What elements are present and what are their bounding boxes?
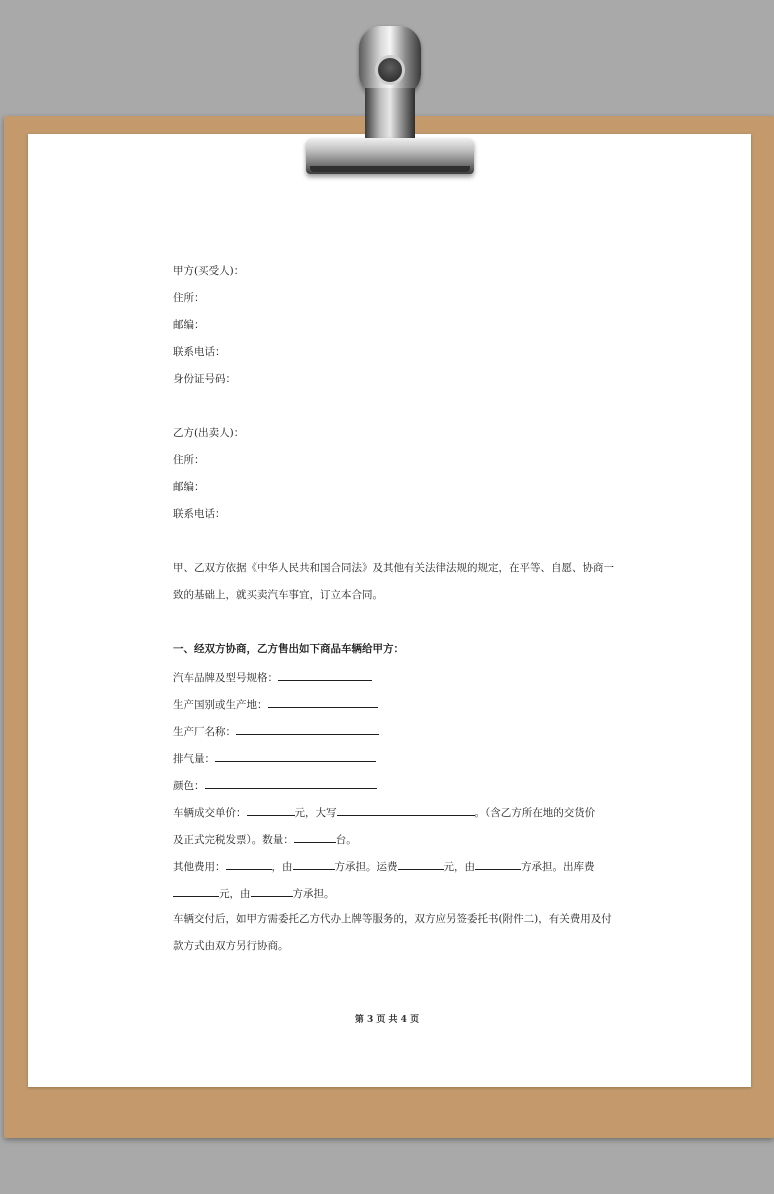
party-a-postcode: 邮编：	[173, 319, 205, 331]
party-b-title: 乙方(出卖人)：	[173, 427, 245, 439]
delivery-line-1: 车辆交付后，如甲方需委托乙方代办上牌等服务的，双方应另签委托书(附件二)，有关费用及付	[173, 913, 612, 925]
displacement-row	[173, 750, 376, 766]
color-row	[173, 777, 377, 793]
party-a-title: 甲方(买受人)：	[173, 265, 245, 277]
other-fees-by: ，由	[271, 861, 293, 873]
other-fees-label: 其他费用：	[173, 861, 226, 873]
color-label: 颜色：	[173, 780, 205, 792]
quantity-unit: 台。	[335, 834, 357, 846]
maker-label: 生产厂名称：	[173, 726, 236, 738]
party-a-address: 住所：	[173, 292, 205, 304]
price-words-blank	[337, 804, 475, 816]
price-unit: 元，大写	[294, 807, 337, 819]
maker-blank	[236, 723, 379, 735]
outbound-fee-blank	[173, 885, 219, 897]
party-b-postcode: 邮编：	[173, 481, 205, 493]
party-b-phone: 联系电话：	[173, 508, 226, 520]
quantity-blank	[294, 831, 336, 843]
clip-base-edge	[310, 166, 470, 172]
price-row-2	[173, 831, 357, 847]
section-1-heading: 一、经双方协商，乙方售出如下商品车辆给甲方：	[173, 643, 404, 655]
brand-label: 汽车品牌及型号规格：	[173, 672, 278, 684]
other-fees-party-blank	[293, 858, 335, 870]
other-fees-blank	[226, 858, 272, 870]
price-blank	[247, 804, 295, 816]
freight-blank	[398, 858, 444, 870]
origin-label: 生产国别或生产地：	[173, 699, 268, 711]
intro-line-1: 甲、乙双方依据《中华人民共和国合同法》及其他有关法律法规的规定，在平等、自愿、协商一	[173, 562, 614, 574]
party-a-phone: 联系电话：	[173, 346, 226, 358]
outbound-fee-tail: 方承担。	[292, 888, 335, 900]
brand-blank	[278, 669, 372, 681]
freight-party-blank	[475, 858, 521, 870]
intro-line-2: 致的基础上，就买卖汽车事宜，订立本合同。	[173, 589, 383, 601]
party-a-id-number: 身份证号码：	[173, 373, 236, 385]
outbound-fee-by: 元，由	[219, 888, 251, 900]
brand-row	[173, 669, 372, 685]
origin-blank	[268, 696, 378, 708]
other-fees-row	[173, 858, 595, 874]
other-fees-row-2	[173, 885, 335, 901]
maker-row	[173, 723, 379, 739]
document-page	[28, 134, 751, 1087]
price-label: 车辆成交单价：	[173, 807, 247, 819]
outbound-fee-label: 方承担。出库费	[521, 861, 595, 873]
origin-row	[173, 696, 378, 712]
delivery-line-2: 款方式由双方另行协商。	[173, 940, 289, 952]
freight-by: 元，由	[443, 861, 475, 873]
party-b-address: 住所：	[173, 454, 205, 466]
price-line-2: 及正式完税发票）。数量：	[173, 834, 294, 846]
page-number: 第 3 页 共 4 页	[354, 1015, 420, 1025]
freight-label: 方承担。运费	[334, 861, 398, 873]
price-note: 。（含乙方所在地的交货价	[474, 807, 596, 819]
clip-hole	[375, 55, 405, 85]
outbound-fee-party-blank	[251, 885, 293, 897]
clip-neck	[365, 88, 415, 138]
price-row	[173, 804, 595, 820]
displacement-label: 排气量：	[173, 753, 215, 765]
color-blank	[205, 777, 377, 789]
displacement-blank	[215, 750, 376, 762]
